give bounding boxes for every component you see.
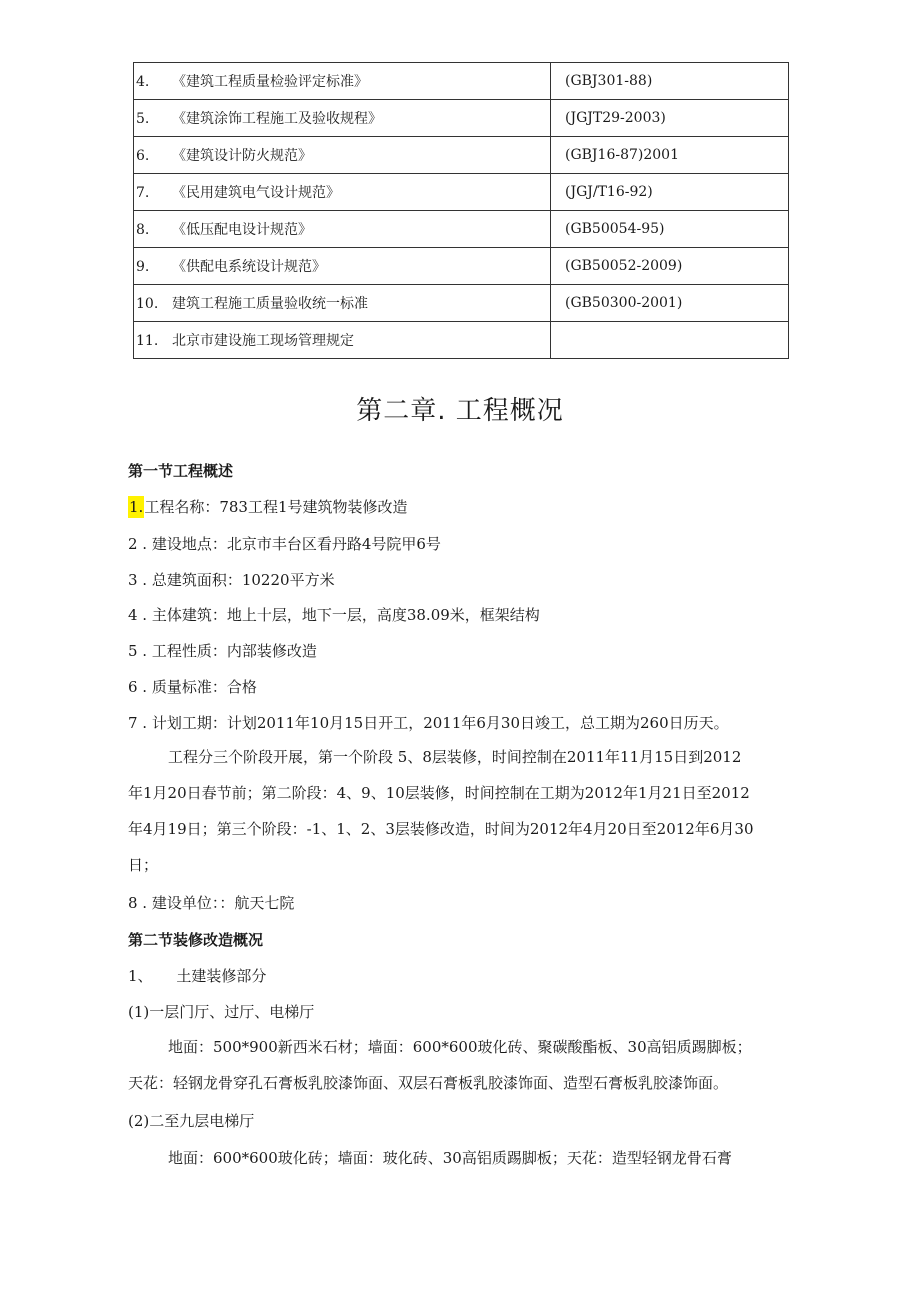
row-number: 9. <box>136 259 150 275</box>
row-number: 11. <box>136 333 159 349</box>
phases-paragraph <box>128 739 808 883</box>
paragraph-line: 年1月20日春节前；第二阶段：4、9、10层装修，时间控制在工期为2012年1月21日至2012 <box>128 784 750 802</box>
standard-code: (GBJ16-87)2001 <box>551 137 789 174</box>
table-row <box>134 137 789 174</box>
overview-item-2: 2 . 建设地点：北京市丰台区看丹路4号院甲6号 <box>128 535 441 553</box>
table-row <box>134 211 789 248</box>
overview-item-7: 7 . 计划工期：计划2011年10月15日开工，2011年6月30日竣工，总工期为260日历天。 <box>128 714 729 732</box>
highlighted-number: 1. <box>129 498 144 516</box>
subsection-civil: 1、 土建装修部分 <box>128 967 267 985</box>
row-number: 8. <box>136 222 150 238</box>
standard-name: 《低压配电设计规范》 <box>172 222 312 238</box>
overview-item-8: 8 . 建设单位：：航天七院 <box>128 894 295 912</box>
paragraph-line: 年4月19日；第三个阶段：-1、1、2、3层装修改造，时间为2012年4月20日至2012年6月30 <box>128 820 754 838</box>
table-row <box>134 285 789 322</box>
paragraph-line: 天花：轻钢龙骨穿孔石膏板乳胶漆饰面、双层石膏板乳胶漆饰面、造型石膏板乳胶漆饰面。 <box>128 1074 729 1092</box>
standard-name: 《建筑设计防火规范》 <box>172 148 312 164</box>
row-number: 7. <box>136 185 150 201</box>
standard-code: (JGJT29-2003) <box>551 100 789 137</box>
paragraph-line: 地面：500*900新西米石材；墙面：600*600玻化砖、聚碳酸酯板、30高铝质踢脚板； <box>168 1038 752 1056</box>
standard-name: 《民用建筑电气设计规范》 <box>172 185 340 201</box>
table-row <box>134 100 789 137</box>
part-1-title: (1)一层门厅、过厅、电梯厅 <box>128 1003 315 1021</box>
table-row <box>134 322 789 359</box>
paragraph-line: 日； <box>128 856 159 874</box>
section-heading-renovation: 第二节装修改造概况 <box>128 931 264 949</box>
overview-item-3: 3 . 总建筑面积：10220平方米 <box>128 571 335 589</box>
overview-item-text: 工程名称：783工程1号建筑物装修改造 <box>144 498 408 516</box>
paragraph-line: 工程分三个阶段开展，第一个阶段 5、8层装修，时间控制在2011年11月15日到2012 <box>168 748 742 766</box>
standard-name: 《建筑涂饰工程施工及验收规程》 <box>172 111 382 127</box>
standard-code: (GB50054-95) <box>551 211 789 248</box>
row-number: 10. <box>136 296 159 312</box>
standard-code <box>551 322 789 359</box>
overview-item-4: 4 . 主体建筑：地上十层，地下一层，高度38.09米，框架结构 <box>128 606 540 624</box>
overview-item-6: 6 . 质量标准：合格 <box>128 678 257 696</box>
chapter-title: 第二章. 工程概况 <box>356 396 564 426</box>
standard-code: (GB50052-2009) <box>551 248 789 285</box>
row-number: 4. <box>136 74 150 90</box>
standard-code: (GBJ301-88) <box>551 63 789 100</box>
overview-item-5: 5 . 工程性质：内部装修改造 <box>128 642 317 660</box>
row-number: 6. <box>136 148 150 164</box>
standards-table <box>133 62 789 359</box>
standard-code: (JGJ/T16-92) <box>551 174 789 211</box>
overview-item-1 <box>128 496 408 517</box>
section-heading-overview: 第一节工程概述 <box>128 462 234 480</box>
standard-name: 《供配电系统设计规范》 <box>172 259 326 275</box>
part-1-paragraph <box>128 1029 808 1101</box>
standard-name: 《建筑工程质量检验评定标准》 <box>172 74 368 90</box>
standard-code: (GB50300-2001) <box>551 285 789 322</box>
table-row <box>134 248 789 285</box>
table-row <box>134 63 789 100</box>
part-2-title: (2)二至九层电梯厅 <box>128 1112 255 1130</box>
standard-name: 建筑工程施工质量验收统一标准 <box>172 296 368 312</box>
standard-name: 北京市建设施工现场管理规定 <box>172 333 354 349</box>
table-row <box>134 174 789 211</box>
part-2-line: 地面：600*600玻化砖；墙面：玻化砖、30高铝质踢脚板；天花：造型轻钢龙骨石膏 <box>168 1149 732 1167</box>
row-number: 5. <box>136 111 150 127</box>
